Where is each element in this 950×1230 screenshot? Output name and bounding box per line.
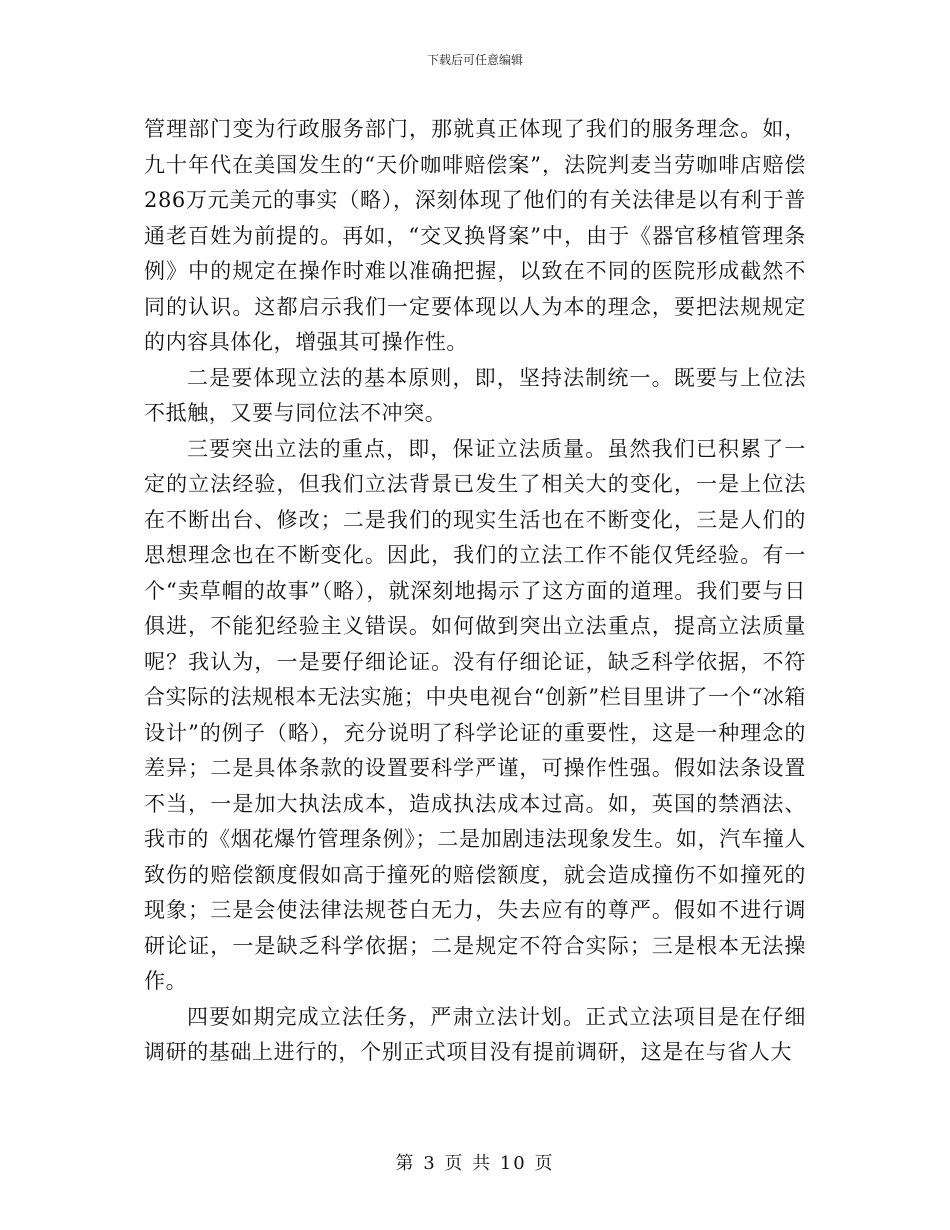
paragraph-continuation: 管理部门变为行政服务部门，那就真正体现了我们的服务理念。如，九十年代在美国发生的“天价咖啡赔偿案”，法院判麦当劳咖啡店赔偿286万元美元的事实（略），深刻体现了他们的有关法律是以有利于普通老百姓为前提的。再如，“交叉换肾案”中，由于《器官移植管理条例》中的规定在操作时难以准确把握，以致在不同的医院形成截然不同的认识。这都启示我们一定要体现以人为本的理念，要把法规规定的内容具体化，增强其可操作性。 [144,117,806,354]
page-header: 下载后可任意编辑 [426,53,523,67]
page-number-footer: 第 3 页 共 10 页 [395,1153,555,1174]
paragraph-principle: 二是要体现立法的基本原则，即，坚持法制统一。既要与上位法不抵触，又要与同位法不冲突。 [144,365,806,425]
paragraph-quality: 三要突出立法的重点，即，保证立法质量。虽然我们已积累了一定的立法经验，但我们立法背景已发生了相关大的变化，一是上位法在不断出台、修改；二是我们的现实生活也在不断变化，三是人们的思想理念也在不断变化。因此，我们的立法工作不能仅凭经验。有一个“卖草帽的故事”（略），就深刻地揭示了这方面的道理。我们要与日俱进，不能犯经验主义错误。如何做到突出立法重点，提高立法质量呢？我认为，一是要仔细论证。没有仔细论证，缺乏科学依据，不符合实际的法规根本无法实施；中央电视台“创新”栏目里讲了一个“冰箱设计”的例子（略），充分说明了科学论证的重要性，这是一种理念的差异；二是具体条款的设置要科学严谨，可操作性强。假如法条设置不当，一是加大执法成本，造成执法成本过高。如，英国的禁酒法、我市的《烟花爆竹管理条例》；二是加剧违法现象发生。如，汽车撞人致伤的赔偿额度假如高于撞死的赔偿额度，就会造成撞伤不如撞死的现象；三是会使法律法规苍白无力，失去应有的尊严。假如不进行调研论证，一是缺乏科学依据；二是规定不符合实际；三是根本无法操作。 [144,436,806,993]
paragraph-plan: 四要如期完成立法任务，严肃立法计划。正式立法项目是在仔细调研的基础上进行的，个别正式项目没有提前调研，这是在与省人大 [144,1004,806,1064]
document-body [144,112,806,1071]
